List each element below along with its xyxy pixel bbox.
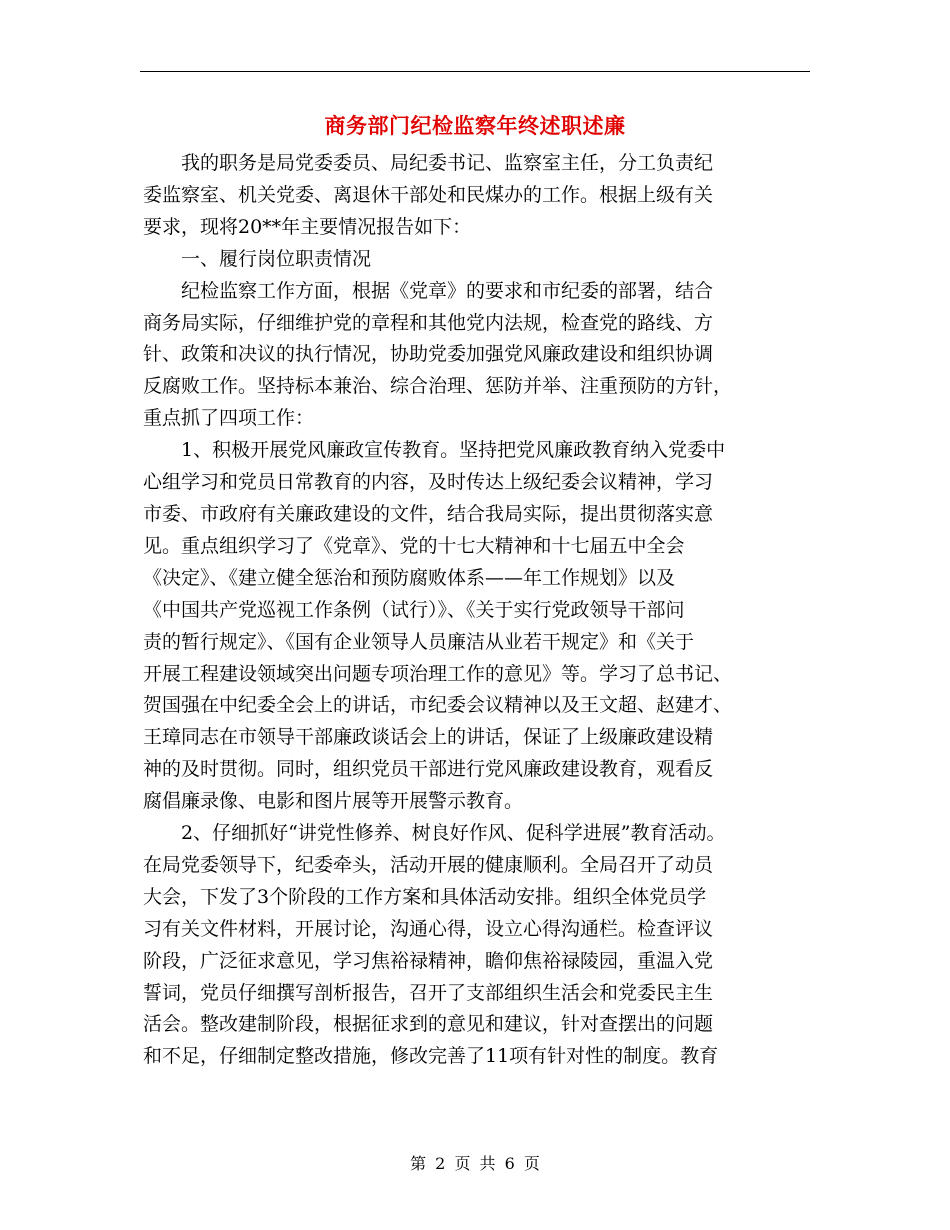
body-line: 1、积极开展党风廉政宣传教育。坚持把党风廉政教育纳入党委中 <box>143 439 726 462</box>
body-line: 见。重点组织学习了《党章》、党的十七大精神和十七届五中全会 <box>143 534 685 557</box>
body-line: 《决定》、《建立健全惩治和预防腐败体系——年工作规划》以及 <box>143 566 676 589</box>
body-line: 和不足，仔细制定整改措施，修改完善了11项有针对性的制度。教育 <box>143 1045 719 1068</box>
body-line: 针、政策和决议的执行情况，协助党委加强党风廉政建设和组织协调 <box>143 343 714 366</box>
body-line: 王璋同志在市领导干部廉政谈话会上的讲话，保证了上级廉政建设精 <box>143 726 714 749</box>
header-rule <box>140 71 810 72</box>
body-line: 神的及时贯彻。同时，组织党员干部进行党风廉政建设教育，观看反 <box>143 758 714 781</box>
body-line: 市委、市政府有关廉政建设的文件，结合我局实际，提出贯彻落实意 <box>143 502 714 525</box>
body-line: 腐倡廉录像、电影和图片展等开展警示教育。 <box>143 790 524 813</box>
section-heading: 一、履行岗位职责情况 <box>143 247 372 270</box>
page-number: 第 2 页 共 6 页 <box>410 1154 540 1173</box>
body-line: 我的职务是局党委委员、局纪委书记、监察室主任，分工负责纪 <box>143 152 714 174</box>
body-line: 习有关文件材料，开展讨论，沟通心得，设立心得沟通栏。检查评议 <box>143 917 714 940</box>
body-line: 活会。整改建制阶段，根据征求到的意见和建议，针对查摆出的问题 <box>143 1013 714 1036</box>
body-line: 反腐败工作。坚持标本兼治、综合治理、惩防并举、注重预防的方针， <box>143 375 733 398</box>
body-line: 2、仔细抓好“讲党性修养、树良好作风、促科学进展”教育活动。 <box>143 822 726 845</box>
body-line: 大会，下发了3个阶段的工作方案和具体活动安排。组织全体党员学 <box>143 885 707 908</box>
body-line: 纪检监察工作方面，根据《党章》的要求和市纪委的部署，结合 <box>143 279 714 302</box>
body-line: 委监察室、机关党委、离退休干部处和民煤办的工作。根据上级有关 <box>143 183 714 206</box>
body-line: 《中国共产党巡视工作条例（试行）》、《关于实行党政领导干部问 <box>143 598 685 621</box>
body-line: 誓词，党员仔细撰写剖析报告，召开了支部组织生活会和党委民主生 <box>143 981 714 1004</box>
body-line: 在局党委领导下，纪委牵头，活动开展的健康顺利。全局召开了动员 <box>143 853 714 876</box>
document-title: 商务部门纪检监察年终述职述廉 <box>324 113 626 138</box>
body-line: 责的暂行规定》、《国有企业领导人员廉洁从业若干规定》和《关于 <box>143 630 695 653</box>
body-line: 重点抓了四项工作： <box>143 407 315 430</box>
body-line: 心组学习和党员日常教育的内容，及时传达上级纪委会议精神，学习 <box>143 471 714 494</box>
body-line: 要求，现将20**年主要情况报告如下： <box>143 215 472 238</box>
body-line: 开展工程建设领域突出问题专项治理工作的意见》等。学习了总书记、 <box>143 662 733 685</box>
body-line: 商务局实际，仔细维护党的章程和其他党内法规，检查党的路线、方 <box>143 311 714 334</box>
document-body <box>143 148 813 1073</box>
body-line: 贺国强在中纪委全会上的讲话，市纪委会议精神以及王文超、赵建才、 <box>143 694 733 717</box>
body-line: 阶段，广泛征求意见，学习焦裕禄精神，瞻仰焦裕禄陵园，重温入党 <box>143 949 714 972</box>
